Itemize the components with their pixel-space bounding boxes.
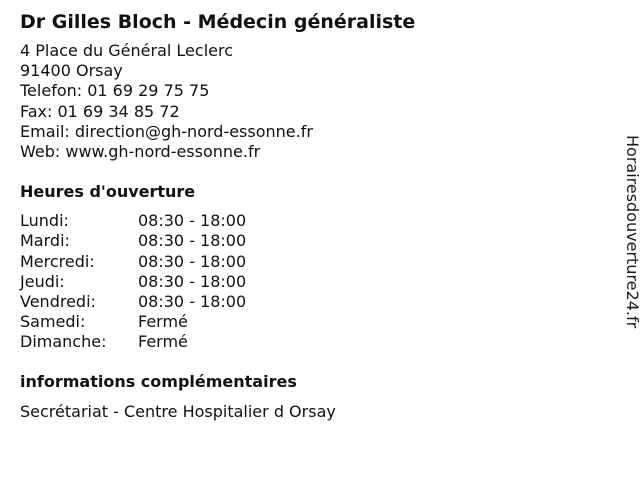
day-name: Lundi: — [20, 211, 69, 231]
day-hours: 08:30 - 18:00 — [138, 211, 247, 231]
opening-hours-heading: Heures d'ouverture — [20, 182, 196, 202]
contact-block — [20, 41, 610, 162]
hours-row-lundi — [20, 211, 610, 231]
day-hours: 08:30 - 18:00 — [138, 251, 247, 271]
business-card — [20, 9, 610, 422]
day-name: Vendredi: — [20, 291, 96, 311]
opening-hours-table — [20, 211, 610, 352]
day-hours: 08:30 - 18:00 — [138, 291, 247, 311]
page-title: Dr Gilles Bloch - Médecin généraliste — [20, 11, 416, 33]
day-name: Jeudi: — [20, 271, 65, 291]
phone-number: Telefon: 01 69 29 75 75 — [20, 81, 210, 101]
hours-row-jeudi — [20, 272, 610, 292]
day-name: Mardi: — [20, 231, 70, 251]
day-hours: Fermé — [138, 312, 188, 332]
website-address: Web: www.gh-nord-essonne.fr — [20, 142, 261, 162]
day-name: Mercredi: — [20, 251, 95, 271]
fax-number: Fax: 01 69 34 85 72 — [20, 101, 180, 121]
day-name: Dimanche: — [20, 332, 107, 352]
hours-row-vendredi — [20, 292, 610, 312]
address-city: 91400 Orsay — [20, 61, 123, 81]
address-street: 4 Place du Général Leclerc — [20, 41, 233, 60]
day-hours: 08:30 - 18:00 — [138, 271, 247, 291]
hours-row-samedi — [20, 312, 610, 332]
day-hours: 08:30 - 18:00 — [138, 231, 247, 251]
day-name: Samedi: — [20, 312, 86, 332]
email-address: Email: direction@gh-nord-essonne.fr — [20, 121, 313, 141]
additional-info-text: Secrétariat - Centre Hospitalier d Orsay — [20, 401, 336, 421]
hours-row-mercredi — [20, 252, 610, 272]
day-hours: Fermé — [138, 332, 188, 352]
hours-row-mardi — [20, 231, 610, 251]
additional-info-heading: informations complémentaires — [20, 371, 297, 391]
site-watermark: Horairesdouverture24.fr — [623, 135, 642, 329]
hours-row-dimanche — [20, 332, 610, 352]
